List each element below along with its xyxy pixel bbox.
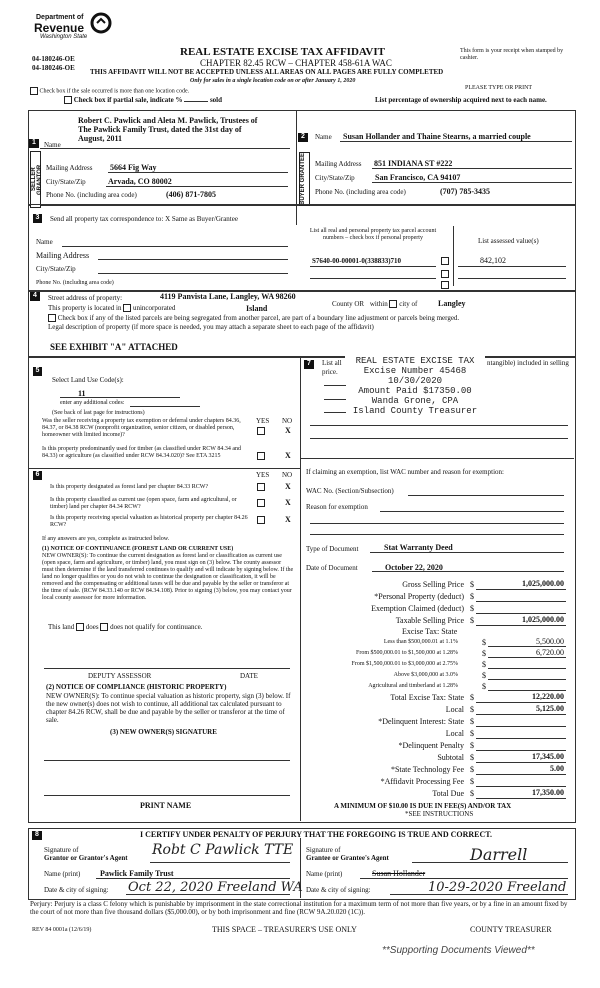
land-use-code: 11 — [78, 389, 86, 398]
notice-2-body: NEW OWNER(S): To continue special valuation as historic property, sign (3) below. If the new owner(s) does not wish to continue, all additional tax calculated pursuant to chapter 84.26 RCW, shall be due and payable by the seller or transferor at the time of sale. — [46, 692, 291, 724]
forest-q2: Is this property classified as current use (open space, farm and agricultural, or timber) land per chapter 84.34 RCW? — [50, 497, 237, 510]
stamp-line-2: Excise Number 45468 — [363, 366, 467, 376]
wac-label: WAC No. (Section/Subsection) — [306, 487, 394, 495]
technology-fee-label: *State Technology Fee — [390, 765, 464, 774]
located-in-row — [48, 304, 175, 312]
forest-q1-yes[interactable] — [257, 483, 265, 491]
tier-1-value: 5,500.00 — [536, 637, 564, 646]
does-checkbox[interactable] — [76, 623, 84, 631]
parcel-2-personal-checkbox[interactable] — [441, 270, 449, 278]
seller-name-label: Name — [44, 141, 61, 149]
seller-side-label: SELLER GRANTOR — [30, 151, 41, 208]
buyer-name-value: Susan Hollander and Thaine Stearns, a married couple — [343, 132, 531, 141]
code-1: 04-180246-OE — [32, 55, 75, 63]
section-5-marker: 5 — [33, 367, 42, 376]
taxable-selling-label: Taxable Selling Price — [395, 616, 464, 625]
dollar-sign: $ — [470, 789, 474, 798]
land-use-select-label: Select Land Use Code(s): — [52, 376, 124, 384]
section-2-marker: 2 — [298, 133, 308, 142]
city-of-label: city of — [399, 300, 418, 308]
dollar-sign: $ — [470, 592, 474, 601]
partial-sale-label: Check box if partial sale, indicate % — [73, 96, 183, 104]
grantor-date-value: Oct 22, 2020 Freeland WA — [128, 880, 303, 895]
dollar-sign: $ — [470, 777, 474, 786]
segregated-row — [48, 314, 568, 322]
grantee-sig-label-1: Signature of — [306, 846, 341, 854]
seller-city-label: City/State/Zip — [46, 178, 86, 186]
delinquent-interest-label: *Delinquent Interest: State — [378, 717, 464, 726]
rev-code: REV 84 0001a (12/6/19) — [32, 927, 92, 933]
seller-name-line-1: Robert C. Pawlick and Aleta M. Pawlick, Trustees of — [78, 116, 258, 125]
exemption-claim-label: If claiming an exemption, list WAC number and reason for exemption: — [306, 468, 504, 476]
grantor-name-value: Pawlick Family Trust — [100, 869, 174, 878]
legal-description-label: Legal description of property (if more space is needed, you may attach a separate sheet to each page of the affidavit) — [48, 323, 374, 331]
dollar-sign: $ — [470, 753, 474, 762]
buyer-mailing-value: 851 INDIANA ST #222 — [374, 159, 453, 168]
dor-logo — [34, 12, 124, 48]
forest-q2-no[interactable]: X — [285, 498, 291, 507]
notice-1-body: NEW OWNER(S): To continue the current designation as forest land or classification as current use (open space, farm and agriculture, or timber) land, you must sign on (3) below. The county assessor must then determine if the land transferred continues to qualify and will indicate by signing below. If the land no longer qualifies or you do not wish to continue the designation or classification, it will be removed and the compensating or additional taxes will be due and payable by the seller or transferor at the time of sale. (RCW 84.33.140 or RCW 84.34.108). Prior to signing (3) below, you may contact your local county assessor for more information. — [42, 553, 294, 601]
code-2: 04-180246-OE — [32, 64, 75, 72]
parcels-header-right: List assessed value(s) — [478, 237, 539, 245]
gross-selling-label: Gross Selling Price — [402, 580, 464, 589]
deputy-date-label: DATE — [240, 672, 258, 680]
segregated-label: Check box if any of the listed parcels are being segregated from another parcel, are part of a boundary line adjustment or parcels being merged. — [57, 314, 460, 322]
buyer-phone-value: (707) 785-3435 — [440, 187, 490, 196]
county-or-label: County OR — [332, 300, 365, 308]
buyer-mailing-label: Mailing Address — [315, 160, 362, 168]
dollar-sign: $ — [482, 682, 486, 691]
land-use-additional: enter any additional codes: — [60, 400, 125, 406]
forest-yes: YES — [256, 471, 270, 479]
percentage-note: List percentage of ownership acquired next to each name. — [375, 96, 547, 104]
land-use-q2-no[interactable]: X — [285, 451, 291, 460]
partial-sale-checkbox[interactable] — [64, 96, 72, 104]
seller-phone-label: Phone No. (including area code) — [46, 191, 137, 199]
county-or-row — [332, 300, 417, 308]
correspondence-name-label: Name — [36, 238, 53, 246]
total-due-value: 17,350.00 — [532, 788, 564, 797]
more-location-checkbox[interactable] — [30, 87, 38, 95]
segregated-checkbox[interactable] — [48, 314, 56, 322]
county-treasurer: COUNTY TREASURER — [470, 925, 552, 934]
tier-3-label: From $1,500,000.01 to $3,000,000 at 2.75% — [351, 661, 458, 667]
unincorporated-checkbox[interactable] — [123, 304, 131, 312]
print-note: PLEASE TYPE OR PRINT — [465, 85, 533, 91]
dollar-sign: $ — [470, 604, 474, 613]
local-label: Local — [445, 705, 464, 714]
does-not-checkbox[interactable] — [100, 623, 108, 631]
land-use-q2-yes[interactable] — [257, 452, 265, 460]
parcel-3-personal-checkbox[interactable] — [441, 281, 449, 289]
tier-2-label: From $500,000.01 to $1,500,000 at 1.28% — [356, 650, 458, 656]
buyer-phone-label: Phone No. (including area code) — [315, 188, 406, 196]
section-6-marker: 6 — [33, 471, 42, 480]
forest-q3-yes[interactable] — [257, 516, 265, 524]
delinquent-local-label: Local — [445, 729, 464, 738]
parcel-number: S7640-00-00001-0(338833)710 — [312, 257, 402, 265]
section-7-marker: 7 — [304, 360, 314, 369]
parcels-header-left: List all real and personal property tax parcel account numbers – check box if personal property — [309, 228, 437, 241]
correspondence-city-label: City/State/Zip — [36, 265, 76, 273]
tier-4-label: Above $3,000,000 at 3.0% — [393, 672, 458, 678]
see-instructions: *SEE INSTRUCTIONS — [405, 810, 474, 818]
minimum-fee-note: A MINIMUM OF $10.00 IS DUE IN FEE(S) AND/OR TAX — [334, 802, 512, 810]
doc-type-value: Stat Warranty Deed — [384, 543, 453, 552]
doc-date-label: Date of Document — [306, 564, 358, 572]
forest-no: NO — [282, 471, 293, 479]
dollar-sign: $ — [470, 705, 474, 714]
land-use-q1-yes[interactable] — [257, 427, 265, 435]
technology-fee-value: 5.00 — [550, 764, 564, 773]
perjury-notice: Perjury: Perjury is a class C felony which is punishable by imprisonment in the state correctional institution for a maximum term of not more than five years, or by a fine in an amount fixed by the court of not more than five thousand dollars ($5,000.00), or by both imprisonment and fine (RCW 9A.20.020 (1C)). — [30, 900, 568, 916]
within-city-checkbox[interactable] — [389, 300, 397, 308]
processing-fee-label: *Affidavit Processing Fee — [380, 777, 464, 786]
forest-q2-yes[interactable] — [257, 499, 265, 507]
forest-q3: Is this property receiving special valuation as historical property per chapter 84.26 RCW? — [50, 515, 248, 528]
stamp-line-4: Amount Paid $17350.00 — [358, 386, 472, 396]
correspondence-phone-label: Phone No. (including area code) — [36, 280, 114, 286]
forest-q1: Is this property designated as forest land per chapter 84.33 RCW? — [50, 484, 209, 490]
reason-label: Reason for exemption — [306, 503, 368, 511]
grantor-name-label: Name (print) — [44, 870, 81, 878]
dollar-sign: $ — [482, 649, 486, 658]
treasurer-space: THIS SPACE – TREASURER'S USE ONLY — [212, 925, 357, 934]
seller-city-value: Arvada, CO 80002 — [108, 177, 172, 186]
supporting-docs-note: **Supporting Documents Viewed** — [382, 945, 535, 956]
exhibit-text: SEE EXHIBIT "A" ATTACHED — [50, 342, 178, 352]
forest-q1-no[interactable]: X — [285, 482, 291, 491]
seller-mailing-value: 5664 Fig Way — [110, 163, 157, 172]
grantee-name-value: Susan Hollander — [372, 869, 426, 878]
dollar-sign: $ — [470, 616, 474, 625]
grantee-date-label: Date & city of signing: — [306, 886, 371, 894]
local-value: 5,125.00 — [536, 704, 564, 713]
tier-1-label: Less than $500,000.01 at 1.1% — [383, 639, 458, 645]
tier-2-value: 6,720.00 — [536, 648, 564, 657]
dollar-sign: $ — [470, 580, 474, 589]
does-not-label: does not qualify for continuance. — [110, 623, 203, 631]
dollar-sign: $ — [482, 660, 486, 669]
this-land-label: This land — [48, 623, 75, 631]
city-value: Langley — [438, 299, 466, 308]
grantor-sig-label-2: Grantor or Grantor's Agent — [44, 854, 128, 862]
grantor-sig-label-1: Signature of — [44, 846, 79, 854]
notice-1-title: (1) NOTICE OF CONTINUANCE (FOREST LAND OR CURRENT USE) — [42, 546, 234, 552]
correspondence-label: Send all property tax correspondence to: X Same as Buyer/Grantee — [50, 215, 238, 223]
gross-selling-value: 1,025,000.00 — [522, 579, 564, 588]
taxable-selling-value: 1,025,000.00 — [522, 615, 564, 624]
buyer-city-value: San Francisco, CA 94107 — [375, 173, 461, 182]
section-1-marker: 1 — [29, 139, 39, 148]
treasurer-stamp — [345, 356, 485, 416]
land-use-see-back: (See back of last page for instructions) — [52, 410, 145, 416]
forest-if-any: If any answers are yes, complete as instructed below. — [42, 536, 170, 542]
form-title: REAL ESTATE EXCISE TAX AFFIDAVIT — [180, 46, 385, 58]
section-7-price: price. — [322, 368, 338, 376]
land-use-q1: Was the seller receiving a property tax exemption or deferral under chapters 84.36, 84.37, or 84.38 RCW (nonprofit organization, senior citizen, or disabled person, homeowner with limited income)? — [42, 418, 241, 438]
tier-5-label: Agricultural and timberland at 1.28% — [368, 683, 458, 689]
print-name-label: PRINT NAME — [140, 801, 192, 810]
land-use-no: NO — [282, 417, 293, 425]
forest-q3-no[interactable]: X — [285, 515, 291, 524]
buyer-name-label: Name — [315, 133, 332, 141]
correspondence-mailing-label: Mailing Address — [36, 251, 90, 260]
receipt-note: This form is your receipt when stamped by cashier. — [460, 48, 564, 61]
seller-phone-value: (406) 871-7805 — [166, 190, 216, 199]
dollar-sign: $ — [470, 717, 474, 726]
delinquent-penalty-label: *Delinquent Penalty — [398, 741, 464, 750]
stamp-line-3: 10/30/2020 — [387, 376, 442, 386]
stamp-line-6: Island County Treasurer — [352, 406, 478, 416]
logo-line-3: Washington State — [40, 34, 88, 40]
within-label: within — [369, 300, 388, 308]
form-warning: THIS AFFIDAVIT WILL NOT BE ACCEPTED UNLESS ALL AREAS ON ALL PAGES ARE FULLY COMPLETED — [90, 68, 444, 76]
located-in-label: This property is located in — [48, 304, 122, 312]
grantor-signature: Robt C Pawlick TTE — [152, 842, 294, 858]
more-location-label: Check box if the sale occurred is more than one location code. — [39, 88, 190, 95]
new-owner-signature-title: (3) NEW OWNER(S) SIGNATURE — [110, 728, 217, 736]
seller-name-line-3: August, 2011 — [78, 134, 123, 143]
grantee-signature: Darrell — [470, 845, 528, 864]
stamp-line-1: REAL ESTATE EXCISE TAX — [355, 356, 475, 366]
does-label: does — [85, 623, 99, 631]
grantor-date-label: Date & city of signing: — [44, 886, 109, 894]
section-8-marker: 8 — [32, 831, 42, 840]
grantee-sig-label-2: Grantee or Grantee's Agent — [306, 854, 389, 862]
total-due-label: Total Due — [432, 789, 464, 798]
only-for-sales: Only for sales in a single location code on or after January 1, 2020 — [190, 78, 356, 84]
dollar-sign: $ — [482, 638, 486, 647]
partial-sale-row — [64, 96, 222, 104]
grantee-date-value: 10-29-2020 Freeland — [428, 880, 567, 895]
notice-2-title: (2) NOTICE OF COMPLIANCE (HISTORIC PROPERTY) — [46, 683, 227, 691]
grantee-name-label: Name (print) — [306, 870, 343, 878]
logo-swirl-icon — [90, 12, 112, 34]
buyer-side-label: BUYER GRANTEE — [299, 152, 310, 206]
total-excise-state-value: 12,220.00 — [532, 692, 564, 701]
sold-label: sold — [209, 96, 223, 104]
doc-type-label: Type of Document — [306, 545, 359, 553]
street-value: 4119 Panvista Lane, Langley, WA 98260 — [160, 292, 296, 301]
dollar-sign: $ — [470, 693, 474, 702]
section-4-marker: 4 — [30, 292, 40, 301]
dollar-sign: $ — [470, 765, 474, 774]
deputy-assessor-label: DEPUTY ASSESSOR — [88, 672, 152, 680]
doc-date-value: October 22, 2020 — [385, 563, 443, 572]
certify-statement: I CERTIFY UNDER PENALTY OF PERJURY THAT THE FOREGOING IS TRUE AND CORRECT. — [140, 830, 493, 839]
personal-property-label: *Personal Property (deduct) — [374, 592, 464, 601]
section-7-list-prefix: List all — [322, 359, 342, 367]
dollar-sign: $ — [470, 741, 474, 750]
dollar-sign: $ — [482, 671, 486, 680]
excise-state-header: Excise Tax: State — [402, 627, 458, 636]
parcel-1-personal-checkbox[interactable] — [441, 257, 449, 265]
land-use-q2: Is this property predominantly used for timber (as classified under RCW 84.34 and 84.33) or agriculture (as classified under RCW 84.34.020)? See ETA 3215 — [42, 446, 242, 459]
unincorporated-label: unincorporated — [132, 304, 176, 312]
county-value: Island — [246, 304, 268, 313]
section-3-marker: 3 — [33, 214, 42, 223]
subtotal-value: 17,345.00 — [532, 752, 564, 761]
qualify-row — [48, 623, 202, 631]
exemption-claimed-label: Exemption Claimed (deduct) — [371, 604, 464, 613]
stamp-line-5: Wanda Grone, CPA — [371, 396, 459, 406]
buyer-city-label: City/State/Zip — [315, 174, 355, 182]
land-use-yes: YES — [256, 417, 270, 425]
land-use-q1-no[interactable]: X — [285, 426, 291, 435]
total-excise-state-label: Total Excise Tax: State — [390, 693, 464, 702]
form-subtitle: CHAPTER 82.45 RCW – CHAPTER 458-61A WAC — [200, 58, 392, 68]
parcel-1-assessed: 842,102 — [480, 256, 506, 265]
dollar-sign: $ — [470, 729, 474, 738]
logo-line-1: Department of — [36, 14, 84, 21]
logo-line-2: Revenue — [34, 21, 85, 35]
seller-mailing-label: Mailing Address — [46, 164, 93, 172]
section-7-list-suffix: ntangible) included in selling — [487, 359, 569, 367]
street-label: Street address of property: — [48, 294, 123, 302]
seller-name-line-2: The Pawlick Family Trust, dated the 31st day of — [78, 125, 242, 134]
subtotal-label: Subtotal — [437, 753, 464, 762]
more-location-row — [30, 87, 189, 95]
